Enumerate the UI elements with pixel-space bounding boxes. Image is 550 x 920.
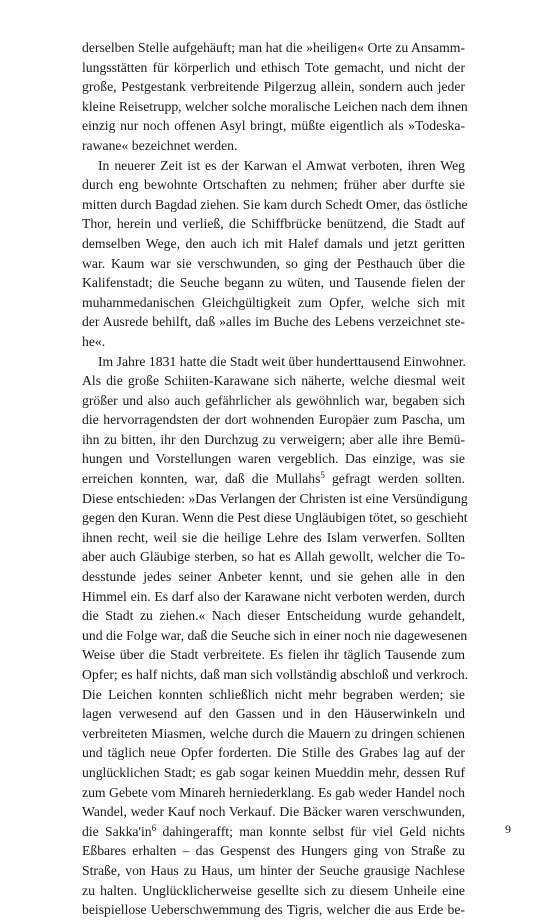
text-line: ihn zu bitten, ihr den Durchzug zu verweigern; aber alle ihre Bemü- [82,431,465,447]
text-line: größer und also auch gefährlicher als gewöhnlich war, begaben sich [82,392,465,408]
text-line: beispiellose Ueberschwemmung des Tigris, welcher die aus Erde be- [82,902,465,918]
text-line: desstunde jedes seiner Anbeter kennt, und sie gehen alle in den [82,569,465,585]
body-text [82,38,469,920]
text-line: die Stadt zu ziehen.« Nach dieser Entscheidung wurde gehandelt, [82,608,465,624]
text-line: große, Pestgestank verbreitende Pilgerzug allein, sondern auch jeder [82,79,465,95]
footnote-marker: 6 [151,822,157,833]
paragraph-start: Im Jahre 1831 hatte die Stadt weit über hunderttausend Einwohner. [98,353,466,369]
text-line: Thor, herein und verließ, die Schiffbrücke benützend, die Stadt auf [82,216,465,232]
text-line: Eßbares erhalten – das Gespenst des Hungers ging von Straße zu [82,843,465,859]
page-number: 9 [505,822,511,836]
text-line: und täglich neue Opfer forderten. Die Stille des Grabes lag auf der [82,745,465,761]
text-line: mitten durch Bagdad ziehen. Sie kam durch Schedt Omer, das östliche [82,196,468,212]
text-line: hungen und Vorstellungen waren vergeblich. Das einzige, was sie [82,451,465,467]
text-line [82,469,465,489]
text-line: die hervorragendsten der dort wohnenden Europäer zum Pascha, um [82,412,465,428]
text-line: zum Gebete vom Minareh herniederklang. Es gab weder Handel noch [82,784,465,800]
text-segment: dahingerafft; man konnte selbst für viel Geld nichts [162,823,466,839]
text-segment: erreichen konnten, war, daß die Mullahs [82,471,321,487]
text-line: kleine Reisetrupp, welcher solche moralische Leichen nach dem ihnen [82,98,468,114]
text-line: Weise über die Stadt verbreitete. Es fielen ihr täglich Tausende zum [82,647,465,663]
text-line: muhammedanischen Gleichgültigkeit zum Opfer, welche sich mit [82,294,465,310]
text-line: gegen den Kuran. Wenn die Pest diese Ungläubigen tötet, so geschieht [82,510,468,526]
text-line: einzig nur noch offenen Asyl bringt, müßte eigentlich als »Todeska- [82,118,465,134]
text-line: rawane« bezeichnet werden. [82,137,238,153]
text-line: Als die große Schiiten-Karawane sich näherte, welche diesmal weit [82,373,465,389]
text-line: he«. [82,333,106,349]
text-segment: die Sakka'in [82,823,152,839]
text-line: durch eng bewohnte Ortschaften zu nehmen; früher aber durfte sie [82,177,465,193]
text-line: war. Kaum war sie verschwunden, so ging der Pesthauch über die [82,255,465,271]
text-line: lungsstätten für körperlich und ethisch Tote gemacht, und nicht der [82,59,465,75]
text-line: Diese entschieden: »Das Verlangen der Christen ist eine Versündigung [82,490,468,506]
text-line: Himmel ein. Es darf also der Karawane nicht verboten werden, durch [82,588,465,604]
text-line: zu halten. Unglücklicherweise gesellte sich zu diesem Unheile eine [82,882,465,898]
text-line: Die Leichen konnten schließlich nicht mehr begraben werden; sie [82,686,465,702]
text-line: verbreiteten Miasmen, welche durch die Mauern zu dringen schienen [82,725,465,741]
text-line: lagen verwesend auf den Gassen und in den Häuserwinkeln und [82,706,465,722]
paragraph-start: In neuerer Zeit ist es der Karwan el Amwat verboten, ihren Weg [98,157,465,173]
text-line [82,822,465,842]
text-line: Kalifenstadt; die Seuche begann zu wüten, und Tausende fielen der [82,275,465,291]
text-line: Straße, von Haus zu Haus, um hinter der Seuche grausige Nachlese [82,862,465,878]
text-line: aber auch Gläubige sterben, so hat es Allah gewollt, welcher die To- [82,549,465,565]
text-line: Wandel, weder Kauf noch Verkauf. Die Bäcker waren verschwunden, [82,804,465,820]
text-line: der Ausrede behilft, daß »alles im Buche des Lebens verzeichnet ste- [82,314,465,330]
text-segment: gefragt werden sollten. [331,471,465,487]
footnote-marker: 5 [320,470,325,481]
text-line: ihnen recht, weil sie die heilige Lehre des Islam verwerfen. Sollten [82,529,465,545]
text-line: und die Folge war, daß die Seuche sich in einer noch nie dagewesenen [82,627,468,643]
text-line: derselben Stelle aufgehäuft; man hat die »heiligen« Orte zu Ansamm- [82,40,465,55]
text-line: unglücklichen Stadt; es gab sogar keinen Mueddin mehr, dessen Ruf [82,764,465,780]
text-line: demselben Wege, den auch ich mit Halef damals und jetzt geritten [82,235,465,251]
text-line: Opfer; es half nichts, daß man sich vollständig abschloß und verkroch. [82,667,469,682]
